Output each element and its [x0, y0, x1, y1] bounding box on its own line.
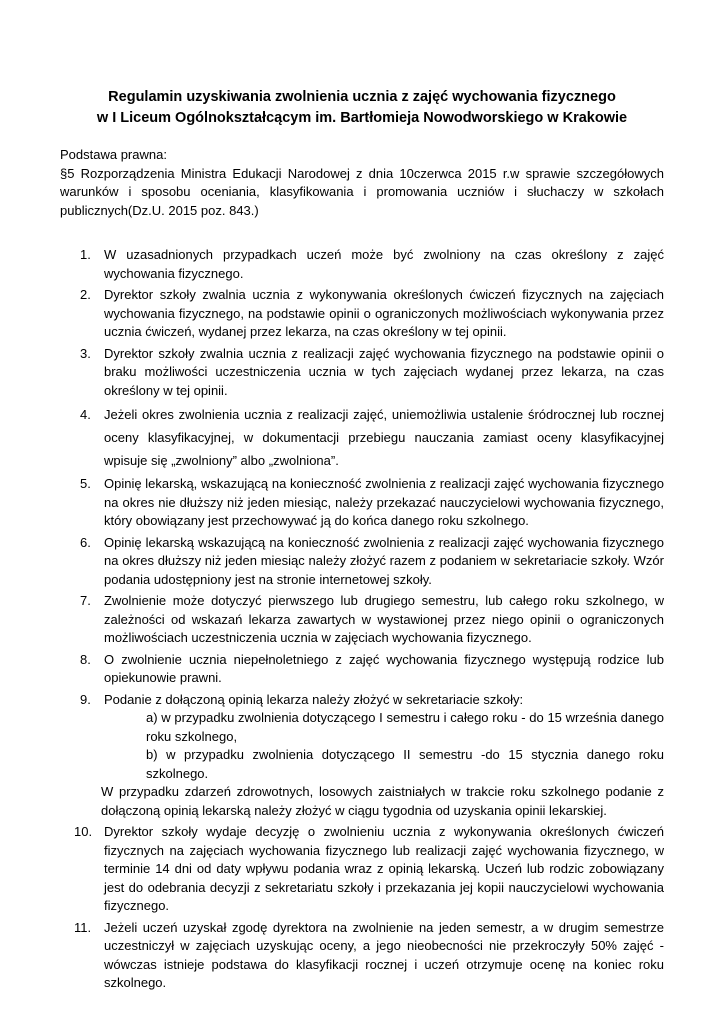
legal-basis	[60, 146, 664, 220]
list-item-number: 10.	[74, 824, 93, 839]
list-item-text: Podanie z dołączoną opinią lekarza należy złożyć w sekretariacie szkoły:	[104, 691, 524, 707]
title-line-2: w I Liceum Ogólnokształcącym im. Bartłomieja Nowodworskiego w Krakowie	[96, 110, 628, 126]
list-item	[60, 691, 664, 821]
legal-basis-text: §5 Rozporządzenia Ministra Edukacji Narodowej z dnia 10czerwca 2015 r.w sprawie szczegółowych warunków i sposobu oceniania, klasyfikowania i promowania uczniów i słuchaczy w szkołach publicznych(Dz.U. 2015 poz. 843.)	[60, 165, 664, 218]
regulation-list	[60, 246, 664, 996]
list-item	[60, 919, 664, 993]
list-item-text: Zwolnienie może dotyczyć pierwszego lub drugiego semestru, lub całego roku szkolnego, w zależności od wskazań lekarza zawartych w wystawionej przez niego opinii o ograniczonych możliwościach uczestniczenia ucznia w zajęciach wychowania fizycznego.	[104, 593, 664, 645]
list-item-number: 11.	[74, 919, 92, 935]
list-item-number: 3.	[80, 345, 91, 361]
sublist-item-a: a) w przypadku zwolnienia dotyczącego I semestru i całego roku - do 15 września danego roku szkolnego,	[146, 710, 664, 744]
list-item-number: 7.	[80, 593, 91, 608]
title-line-1: Regulamin uzyskiwania zwolnienia ucznia z zajęć wychowania fizycznego	[108, 89, 616, 105]
list-item-number: 9.	[80, 691, 91, 707]
list-item	[60, 246, 664, 283]
list-item-text: O zwolnienie ucznia niepełnoletniego z zajęć wychowania fizycznego występują rodzice lub opiekunowie prawni.	[104, 651, 664, 685]
list-item-text: Jeżeli okres zwolnienia ucznia z realizacji zajęć, uniemożliwia ustalenie śródrocznej lub rocznej oceny klasyfikacyjnej, w dokumentacji przebiegu nauczania zamiast oceny klasyfikacyjnej wpisuje się „zwolniony” albo „zwolniona”.	[104, 407, 664, 468]
list-item	[60, 475, 664, 531]
list-item-text: Opinię lekarską wskazującą na konieczność zwolnienia z realizacji zajęć wychowania fizycznego na okres dłuższy niż jeden miesiąc należy złożyć razem z podaniem w sekretariacie szkoły. Wzór podania udostępniony jest na stronie internetowej szkoły.	[104, 534, 664, 587]
list-item	[60, 592, 664, 648]
document-title	[40, 87, 684, 129]
list-item-number: 4.	[80, 407, 91, 422]
list-item-text: Jeżeli uczeń uzyskał zgodę dyrektora na zwolnienie na jeden semestr, a w drugim semestrze uczestniczył w zajęciach uzyskując oceny, a jego nieobecności nie przekroczyły 50% zajęć - wówczas istnieje podstawa do klasyfikacji rocznej i uczeń otrzymuje ocenę na koniec roku szkolnego.	[104, 919, 664, 990]
list-item-number: 2.	[80, 287, 91, 302]
list-item	[60, 345, 664, 401]
health-events-note: W przypadku zdarzeń zdrowotnych, losowych zaistniałych w trakcie roku szkolnego podanie z dołączoną opinią lekarską należy złożyć w ciągu tygodnia od uzyskania opinii lekarskiej.	[101, 784, 664, 818]
list-item-number: 8.	[80, 651, 91, 667]
list-item-text: Opinię lekarską, wskazującą na konieczność zwolnienia z realizacji zajęć wychowania fizycznego na okres nie dłuższy niż jeden miesiąc, należy przekazać nauczycielowi wychowania fizycznego, który obowiązany jest przechowywać ją do końca danego roku szkolnego.	[104, 476, 664, 528]
list-item	[60, 823, 664, 916]
list-item-text: W uzasadnionych przypadkach uczeń może być zwolniony na czas określony z zajęć wychowania fizycznego.	[104, 247, 664, 281]
list-item	[60, 403, 664, 472]
list-item-number: 5.	[80, 476, 91, 491]
list-item-number: 6.	[80, 534, 91, 550]
list-item-text: Dyrektor szkoły zwalnia ucznia z wykonywania określonych ćwiczeń fizycznych na zajęciach wychowania fizycznego, na podstawie opinii o ograniczonych możliwościach wykonywania przez ucznia ćwiczeń, wydanej przez lekarza, na czas określony w tej opinii.	[104, 287, 664, 339]
list-item	[60, 286, 664, 342]
list-item-text: Dyrektor szkoły wydaje decyzję o zwolnieniu ucznia z wykonywania określonych ćwiczeń fizycznych na zajęciach wychowania fizycznego lub realizacji zajęć wychowania fizycznego, w terminie 14 dni od daty wpływu podania wraz z opinią lekarską. Uczeń lub rodzic zobowiązany jest do odebrania decyzji z sekretariatu szkoły i przekazania jej kopii nauczycielowi wychowania fizycznego.	[104, 824, 664, 913]
list-item-number: 1.	[80, 247, 91, 262]
list-item	[60, 534, 664, 590]
list-item-text: Dyrektor szkoły zwalnia ucznia z realizacji zajęć wychowania fizycznego na podstawie opinii o braku możliwości uczestniczenia ucznia w tych zajęciach wydanej przez lekarza, na czas określony w tej opinii.	[104, 345, 664, 398]
deadline-sublist	[104, 709, 664, 783]
list-item	[60, 651, 664, 688]
legal-basis-heading: Podstawa prawna:	[60, 147, 167, 162]
sublist-item-b: b) w przypadku zwolnienia dotyczącego II semestru -do 15 stycznia danego roku szkolnego.	[146, 747, 664, 781]
